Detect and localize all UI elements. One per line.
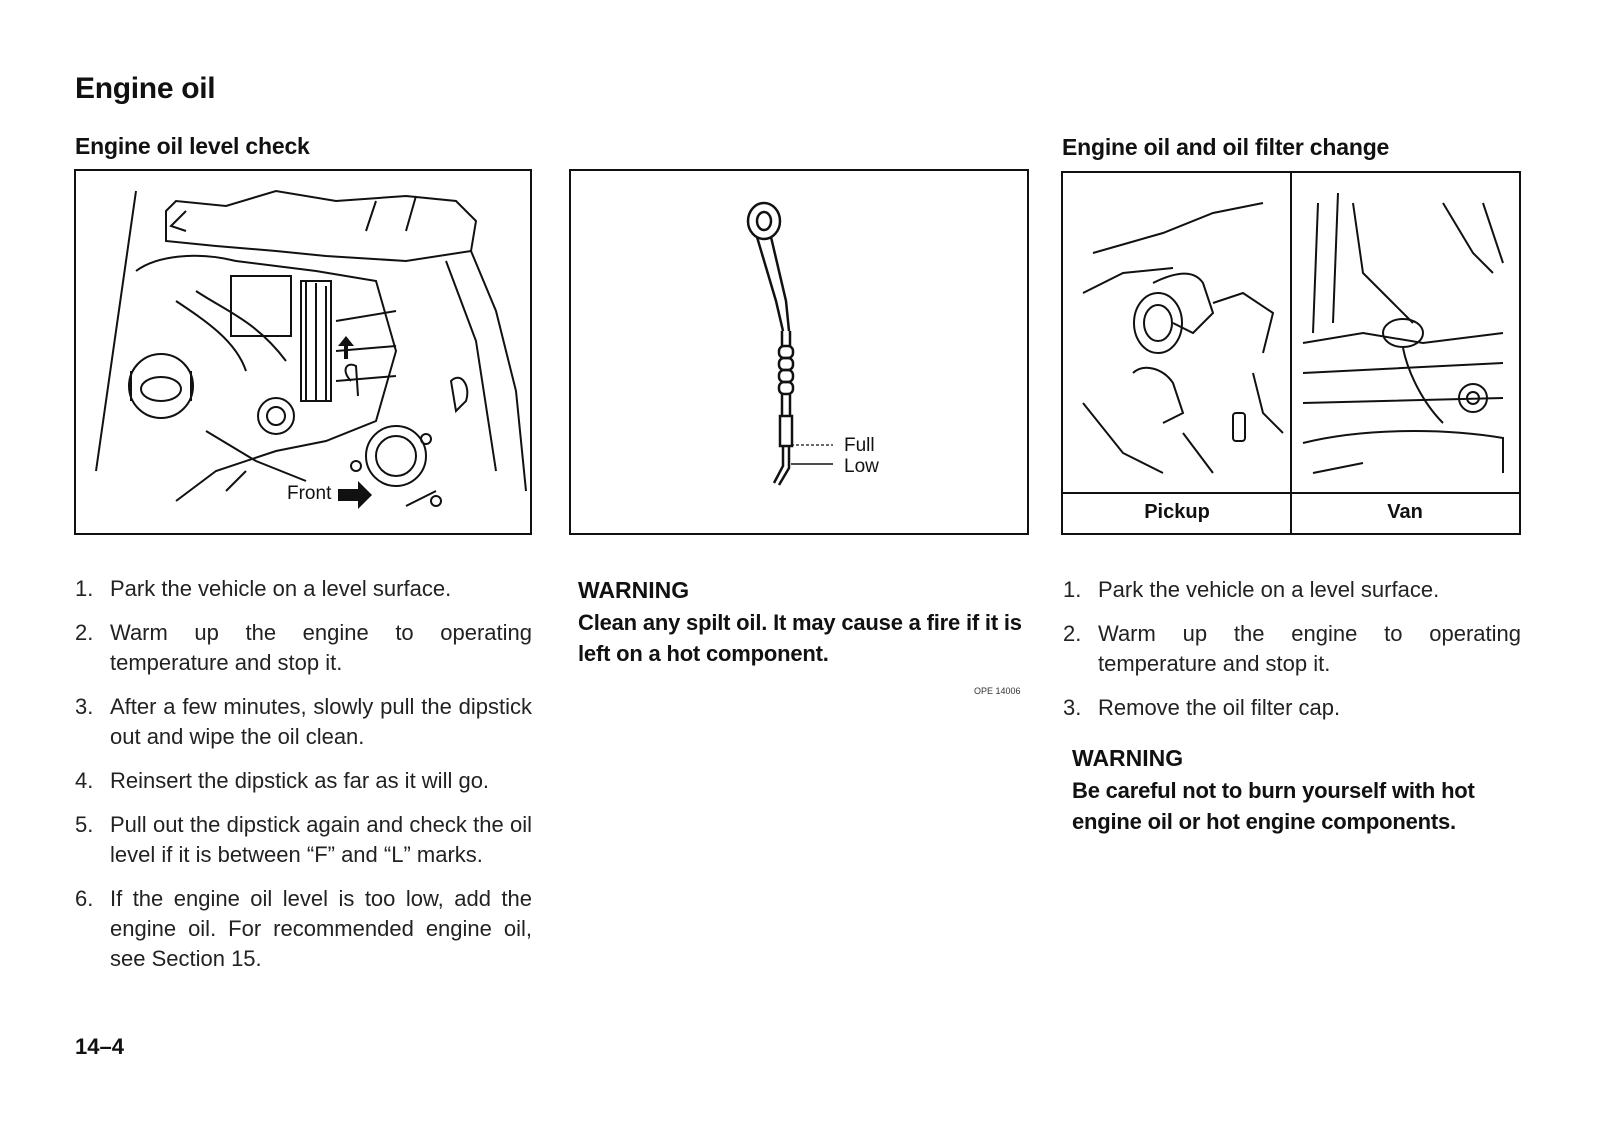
- left-steps-list: [75, 574, 532, 988]
- middle-warning-heading: WARNING: [578, 577, 690, 603]
- pickup-caption: Pickup: [1144, 501, 1210, 523]
- dipstick-low-label: Low: [844, 456, 879, 477]
- list-item: 6. If the engine oil level is too low, add the engine oil. For recommended engine oil, see Section 15.: [75, 886, 532, 971]
- engine-bay-figure: [74, 169, 532, 535]
- list-item: 5. Pull out the dipstick again and check the oil level if it is between “F” and “L” marks.: [75, 812, 532, 867]
- dipstick-figure: [569, 169, 1029, 535]
- right-section-title: Engine oil and oil filter change: [1062, 134, 1390, 160]
- left-section-title: Engine oil level check: [75, 133, 310, 159]
- list-item: 2. Warm up the engine to operating temperature and stop it.: [75, 620, 532, 675]
- document-code: OPE 14006: [974, 686, 1021, 696]
- right-steps-list: [1063, 575, 1521, 737]
- dipstick-illustration: [571, 171, 1027, 533]
- oil-filter-figure: [1061, 171, 1521, 535]
- dipstick-full-label: Full: [844, 435, 875, 456]
- up-arrow-icon: [338, 336, 354, 359]
- list-item: 3. After a few minutes, slowly pull the dipstick out and wipe the oil clean.: [75, 694, 532, 749]
- oil-filter-illustration: [1063, 173, 1519, 533]
- list-item: 2. Warm up the engine to operating temperature and stop it.: [1063, 621, 1521, 676]
- front-label: Front: [287, 483, 332, 504]
- list-item: 3. Remove the oil filter cap.: [1063, 695, 1341, 720]
- list-item: 4. Reinsert the dipstick as far as it will go.: [75, 768, 490, 793]
- middle-warning-text: Clean any spilt oil. It may cause a fire if it is left on a hot component.: [578, 610, 1022, 666]
- engine-bay-illustration: [76, 171, 530, 533]
- page-title: Engine oil: [75, 72, 216, 105]
- front-arrow-icon: [338, 481, 372, 509]
- right-warning-text: Be careful not to burn yourself with hot engine oil or hot engine components.: [1072, 778, 1475, 834]
- page-number: 14–4: [75, 1034, 124, 1059]
- right-warning-heading: WARNING: [1072, 745, 1184, 771]
- list-item: 1. Park the vehicle on a level surface.: [75, 576, 452, 601]
- list-item: 1. Park the vehicle on a level surface.: [1063, 577, 1440, 602]
- van-caption: Van: [1387, 501, 1423, 523]
